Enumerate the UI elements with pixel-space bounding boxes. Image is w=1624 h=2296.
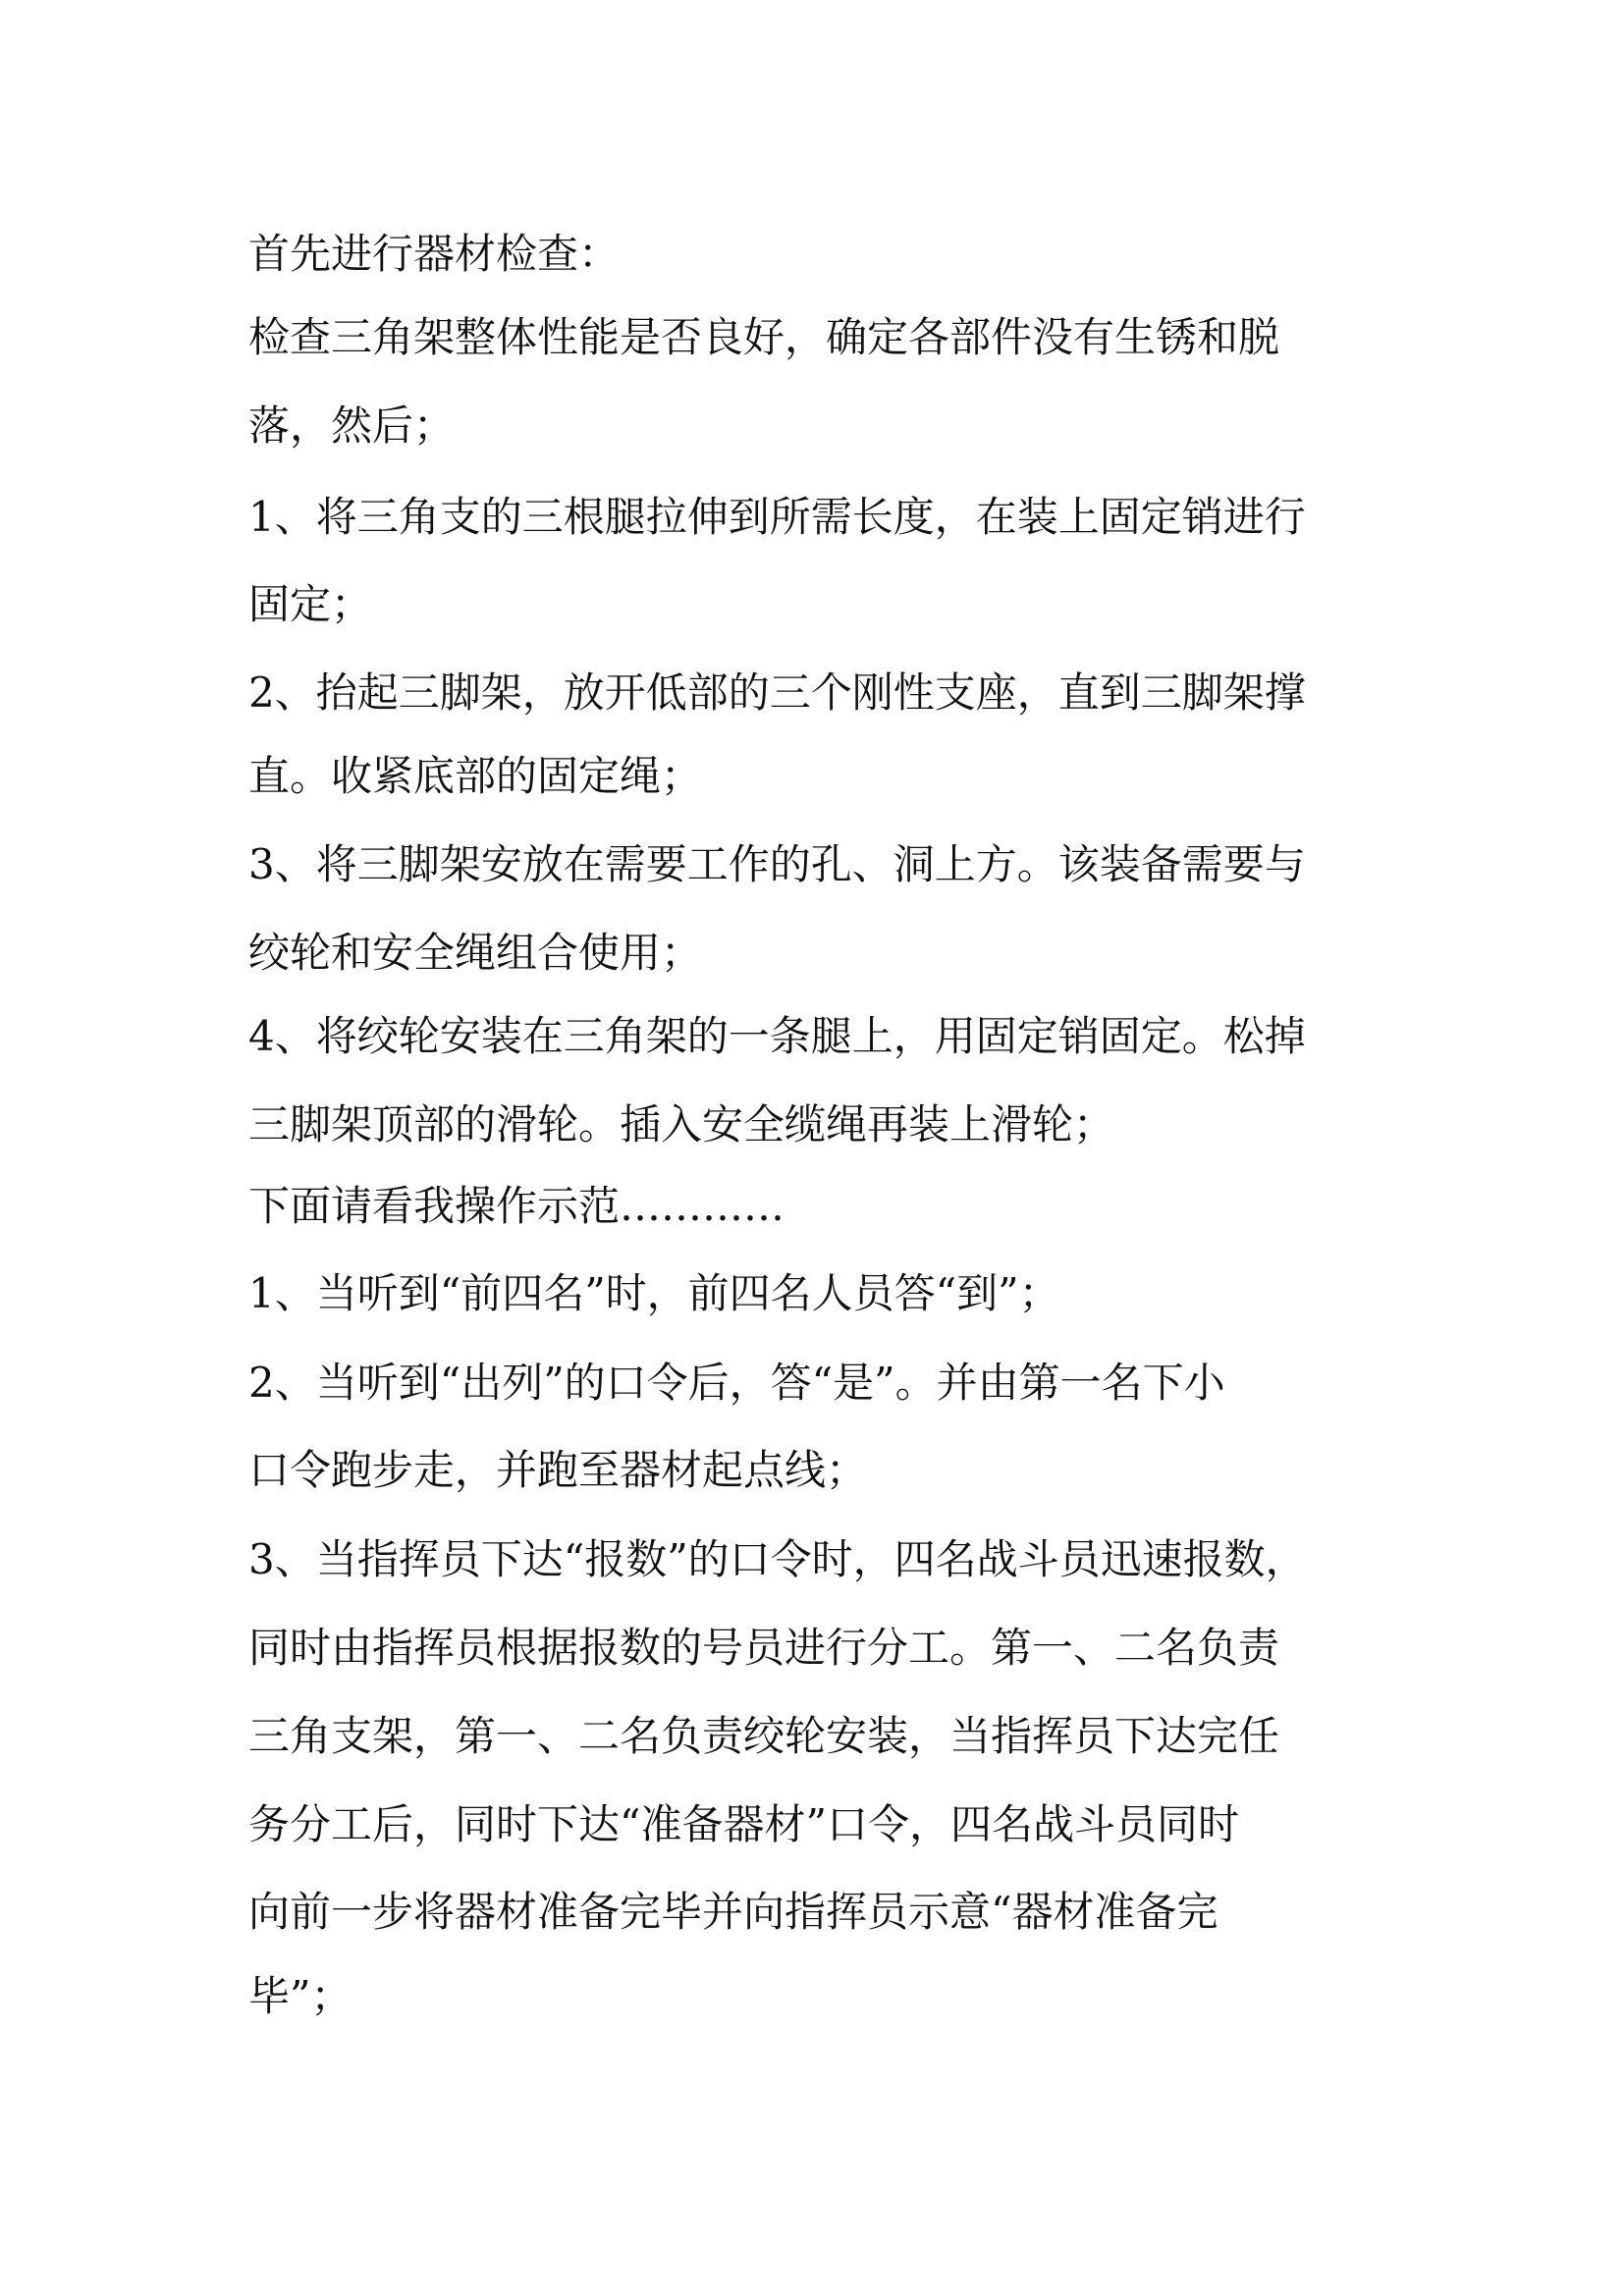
text-line: 3、将三脚架安放在需要工作的孔、洞上方。该装备需要与	[248, 840, 1306, 888]
text-line: 同时由指挥员根据报数的号员进行分工。第一、二名负责	[248, 1624, 1280, 1672]
text-line: 毕”；	[248, 1972, 352, 2020]
text-line: 直。收紧底部的固定绳；	[248, 752, 703, 800]
text-line: 3、当指挥员下达“报数”的口令时，四名战斗员迅速报数，	[248, 1535, 1307, 1583]
text-line: 下面请看我操作示范…………	[248, 1182, 785, 1230]
text-line: 固定；	[248, 580, 373, 628]
text-line: 口令跑步走，并跑至器材起点线；	[248, 1446, 868, 1494]
text-line: 4、将绞轮安装在三角架的一条腿上，用固定销固定。松掉	[248, 1012, 1306, 1060]
text-line-heading: 首先进行器材检查：	[248, 230, 621, 278]
text-line: 2、当听到“出列”的口令后，答“是”。并由第一名下小	[248, 1359, 1225, 1407]
text-line: 三角支架，第一、二名负责绞轮安装，当指挥员下达完任	[248, 1712, 1280, 1760]
text-line: 2、抬起三脚架，放开低部的三个刚性支座，直到三脚架撑	[248, 668, 1306, 717]
text-line: 三脚架顶部的滑轮。插入安全缆绳再装上滑轮；	[248, 1100, 1115, 1148]
text-line: 向前一步将器材准备完毕并向指挥员示意“器材准备完	[248, 1888, 1218, 1936]
text-line: 1、当听到“前四名”时，前四名人员答“到”；	[248, 1269, 1060, 1317]
text-line: 务分工后，同时下达“准备器材”口令，四名战斗员同时	[248, 1800, 1239, 1848]
text-line: 1、将三角支的三根腿拉伸到所需长度，在装上固定销进行	[248, 493, 1306, 541]
text-line: 绞轮和安全绳组合使用；	[248, 929, 703, 977]
text-line: 落，然后；	[248, 401, 456, 450]
text-line: 检查三角架整体性能是否良好，确定各部件没有生锈和脱	[248, 313, 1280, 361]
